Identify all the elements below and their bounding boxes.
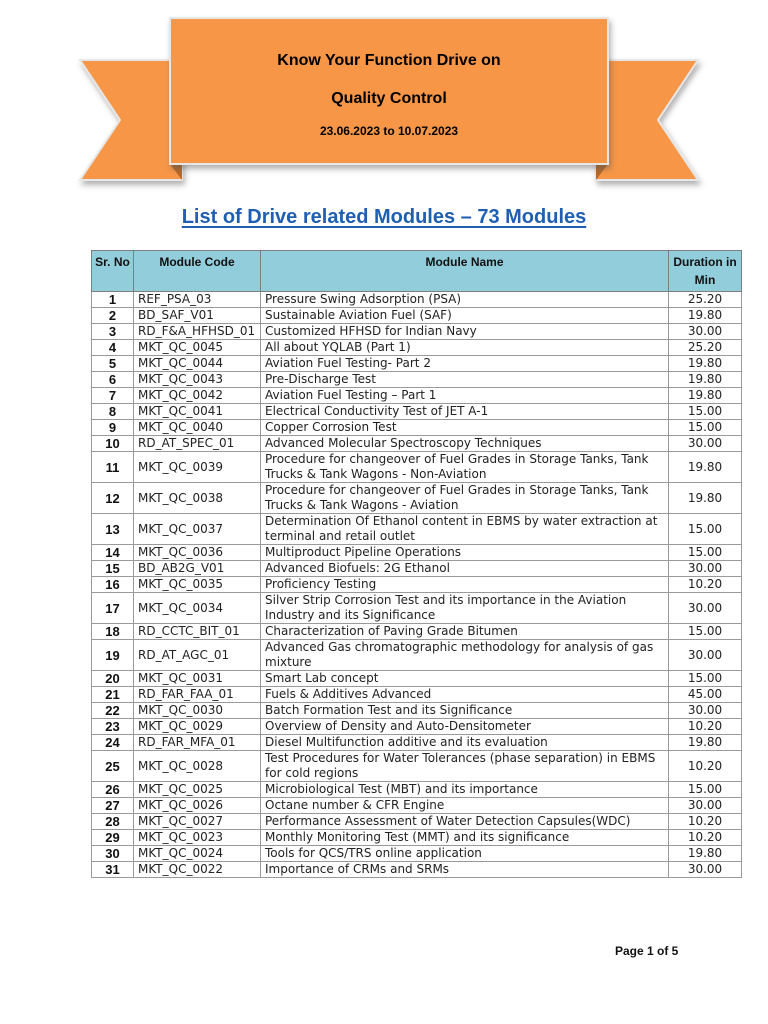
- table-row: [92, 324, 742, 340]
- cell-duration: 10.20: [669, 751, 742, 782]
- table-row: [92, 388, 742, 404]
- cell-sr-no: 1: [92, 292, 134, 308]
- cell-module-name: Octane number & CFR Engine: [261, 798, 669, 814]
- cell-module-name: Aviation Fuel Testing – Part 1: [261, 388, 669, 404]
- cell-sr-no: 10: [92, 436, 134, 452]
- table-row: [92, 862, 742, 878]
- modules-table: [91, 250, 742, 878]
- table-row: [92, 436, 742, 452]
- table-row: [92, 671, 742, 687]
- table-row: [92, 687, 742, 703]
- cell-sr-no: 20: [92, 671, 134, 687]
- table-row: [92, 782, 742, 798]
- cell-duration: 30.00: [669, 324, 742, 340]
- cell-module-name: Procedure for changeover of Fuel Grades in Storage Tanks, Tank Trucks & Tank Wagons - Aviation: [261, 483, 669, 514]
- cell-sr-no: 8: [92, 404, 134, 420]
- cell-module-code: MKT_QC_0044: [134, 356, 261, 372]
- banner-title-line2: Quality Control: [331, 90, 447, 107]
- cell-sr-no: 19: [92, 640, 134, 671]
- table-row: [92, 798, 742, 814]
- page-heading: [0, 206, 768, 229]
- table-row: [92, 452, 742, 483]
- cell-duration: 30.00: [669, 862, 742, 878]
- title-banner: [72, 14, 706, 196]
- cell-module-code: MKT_QC_0029: [134, 719, 261, 735]
- cell-module-code: MKT_QC_0045: [134, 340, 261, 356]
- cell-duration: 30.00: [669, 593, 742, 624]
- header-module-name: Module Name: [261, 251, 669, 292]
- table-header-row: [92, 251, 742, 292]
- table-row: [92, 624, 742, 640]
- cell-duration: 15.00: [669, 404, 742, 420]
- cell-module-code: MKT_QC_0024: [134, 846, 261, 862]
- cell-duration: 10.20: [669, 577, 742, 593]
- cell-sr-no: 4: [92, 340, 134, 356]
- banner-title-line1: Know Your Function Drive on: [277, 52, 501, 69]
- header-module-code: Module Code: [134, 251, 261, 292]
- cell-duration: 19.80: [669, 308, 742, 324]
- cell-module-name: Procedure for changeover of Fuel Grades in Storage Tanks, Tank Trucks & Tank Wagons - Non-Aviation: [261, 452, 669, 483]
- table-row: [92, 340, 742, 356]
- cell-duration: 10.20: [669, 814, 742, 830]
- cell-sr-no: 9: [92, 420, 134, 436]
- cell-sr-no: 2: [92, 308, 134, 324]
- table-row: [92, 735, 742, 751]
- cell-module-name: Proficiency Testing: [261, 577, 669, 593]
- cell-sr-no: 24: [92, 735, 134, 751]
- cell-sr-no: 14: [92, 545, 134, 561]
- cell-module-name: Performance Assessment of Water Detection Capsules(WDC): [261, 814, 669, 830]
- table-row: [92, 846, 742, 862]
- cell-module-name: Multiproduct Pipeline Operations: [261, 545, 669, 561]
- cell-module-code: MKT_QC_0035: [134, 577, 261, 593]
- cell-module-name: Tools for QCS/TRS online application: [261, 846, 669, 862]
- cell-sr-no: 27: [92, 798, 134, 814]
- cell-duration: 15.00: [669, 420, 742, 436]
- cell-module-code: MKT_QC_0036: [134, 545, 261, 561]
- cell-sr-no: 7: [92, 388, 134, 404]
- cell-sr-no: 15: [92, 561, 134, 577]
- cell-module-code: MKT_QC_0040: [134, 420, 261, 436]
- cell-duration: 19.80: [669, 356, 742, 372]
- cell-duration: 25.20: [669, 292, 742, 308]
- cell-sr-no: 21: [92, 687, 134, 703]
- table-row: [92, 719, 742, 735]
- cell-duration: 19.80: [669, 846, 742, 862]
- table-row: [92, 292, 742, 308]
- cell-sr-no: 6: [92, 372, 134, 388]
- table-row: [92, 593, 742, 624]
- cell-module-name: Customized HFHSD for Indian Navy: [261, 324, 669, 340]
- cell-duration: 15.00: [669, 545, 742, 561]
- cell-module-code: MKT_QC_0034: [134, 593, 261, 624]
- cell-module-name: Copper Corrosion Test: [261, 420, 669, 436]
- table-row: [92, 561, 742, 577]
- cell-sr-no: 13: [92, 514, 134, 545]
- cell-duration: 30.00: [669, 703, 742, 719]
- cell-duration: 10.20: [669, 719, 742, 735]
- table-row: [92, 577, 742, 593]
- cell-module-code: BD_AB2G_V01: [134, 561, 261, 577]
- cell-module-name: Monthly Monitoring Test (MMT) and its significance: [261, 830, 669, 846]
- cell-module-code: MKT_QC_0028: [134, 751, 261, 782]
- cell-duration: 30.00: [669, 798, 742, 814]
- cell-module-code: MKT_QC_0037: [134, 514, 261, 545]
- cell-duration: 10.20: [669, 830, 742, 846]
- cell-module-name: All about YQLAB (Part 1): [261, 340, 669, 356]
- cell-sr-no: 16: [92, 577, 134, 593]
- cell-module-name: Aviation Fuel Testing- Part 2: [261, 356, 669, 372]
- table-row: [92, 751, 742, 782]
- cell-module-name: Smart Lab concept: [261, 671, 669, 687]
- cell-module-name: Advanced Gas chromatographic methodology for analysis of gas mixture: [261, 640, 669, 671]
- header-duration: Duration in Min: [669, 251, 742, 292]
- cell-module-code: MKT_QC_0025: [134, 782, 261, 798]
- cell-module-code: RD_F&A_HFHSD_01: [134, 324, 261, 340]
- table-row: [92, 814, 742, 830]
- cell-module-name: Pressure Swing Adsorption (PSA): [261, 292, 669, 308]
- table-body: [92, 292, 742, 878]
- cell-module-code: MKT_QC_0031: [134, 671, 261, 687]
- cell-module-code: MKT_QC_0043: [134, 372, 261, 388]
- cell-duration: 45.00: [669, 687, 742, 703]
- cell-module-name: Advanced Biofuels: 2G Ethanol: [261, 561, 669, 577]
- cell-sr-no: 22: [92, 703, 134, 719]
- cell-sr-no: 30: [92, 846, 134, 862]
- cell-module-code: REF_PSA_03: [134, 292, 261, 308]
- cell-sr-no: 23: [92, 719, 134, 735]
- cell-duration: 19.80: [669, 735, 742, 751]
- cell-sr-no: 12: [92, 483, 134, 514]
- cell-module-name: Microbiological Test (MBT) and its importance: [261, 782, 669, 798]
- cell-module-code: RD_CCTC_BIT_01: [134, 624, 261, 640]
- cell-module-code: MKT_QC_0022: [134, 862, 261, 878]
- cell-module-name: Test Procedures for Water Tolerances (phase separation) in EBMS for cold regions: [261, 751, 669, 782]
- cell-module-name: Overview of Density and Auto-Densitometer: [261, 719, 669, 735]
- cell-module-code: MKT_QC_0027: [134, 814, 261, 830]
- cell-module-code: RD_AT_SPEC_01: [134, 436, 261, 452]
- cell-module-code: MKT_QC_0041: [134, 404, 261, 420]
- cell-duration: 15.00: [669, 624, 742, 640]
- table-row: [92, 703, 742, 719]
- cell-sr-no: 26: [92, 782, 134, 798]
- cell-module-code: RD_FAR_FAA_01: [134, 687, 261, 703]
- table-row: [92, 356, 742, 372]
- cell-sr-no: 5: [92, 356, 134, 372]
- table-row: [92, 640, 742, 671]
- page-number: Page 1 of 5: [615, 944, 679, 958]
- cell-duration: 30.00: [669, 436, 742, 452]
- cell-module-code: MKT_QC_0042: [134, 388, 261, 404]
- table-row: [92, 308, 742, 324]
- cell-module-name: Characterization of Paving Grade Bitumen: [261, 624, 669, 640]
- cell-module-name: Sustainable Aviation Fuel (SAF): [261, 308, 669, 324]
- cell-sr-no: 3: [92, 324, 134, 340]
- cell-module-name: Pre-Discharge Test: [261, 372, 669, 388]
- cell-module-name: Advanced Molecular Spectroscopy Techniques: [261, 436, 669, 452]
- cell-module-code: BD_SAF_V01: [134, 308, 261, 324]
- cell-duration: 19.80: [669, 483, 742, 514]
- cell-module-name: Importance of CRMs and SRMs: [261, 862, 669, 878]
- header-sr-no: Sr. No: [92, 251, 134, 292]
- cell-module-code: MKT_QC_0039: [134, 452, 261, 483]
- cell-module-code: RD_AT_AGC_01: [134, 640, 261, 671]
- cell-module-code: MKT_QC_0030: [134, 703, 261, 719]
- cell-module-code: MKT_QC_0023: [134, 830, 261, 846]
- table-row: [92, 420, 742, 436]
- cell-module-code: MKT_QC_0026: [134, 798, 261, 814]
- table-row: [92, 830, 742, 846]
- cell-duration: 15.00: [669, 671, 742, 687]
- cell-sr-no: 11: [92, 452, 134, 483]
- cell-module-code: RD_FAR_MFA_01: [134, 735, 261, 751]
- table-row: [92, 514, 742, 545]
- table-row: [92, 483, 742, 514]
- cell-duration: 19.80: [669, 372, 742, 388]
- cell-duration: 15.00: [669, 782, 742, 798]
- cell-sr-no: 18: [92, 624, 134, 640]
- cell-duration: 19.80: [669, 388, 742, 404]
- cell-sr-no: 25: [92, 751, 134, 782]
- cell-module-name: Fuels & Additives Advanced: [261, 687, 669, 703]
- table-row: [92, 545, 742, 561]
- cell-module-name: Diesel Multifunction additive and its evaluation: [261, 735, 669, 751]
- cell-duration: 15.00: [669, 514, 742, 545]
- cell-module-name: Electrical Conductivity Test of JET A-1: [261, 404, 669, 420]
- cell-sr-no: 17: [92, 593, 134, 624]
- cell-duration: 30.00: [669, 640, 742, 671]
- cell-duration: 25.20: [669, 340, 742, 356]
- cell-sr-no: 28: [92, 814, 134, 830]
- banner-dates: 23.06.2023 to 10.07.2023: [319, 124, 459, 138]
- cell-sr-no: 29: [92, 830, 134, 846]
- table-row: [92, 404, 742, 420]
- cell-module-name: Determination Of Ethanol content in EBMS by water extraction at terminal and retail outlet: [261, 514, 669, 545]
- cell-module-name: Batch Formation Test and its Significance: [261, 703, 669, 719]
- cell-module-code: MKT_QC_0038: [134, 483, 261, 514]
- cell-sr-no: 31: [92, 862, 134, 878]
- table-row: [92, 372, 742, 388]
- page-heading-text: List of Drive related Modules – 73 Modules: [181, 206, 587, 228]
- cell-module-name: Silver Strip Corrosion Test and its importance in the Aviation Industry and its Significance: [261, 593, 669, 624]
- cell-duration: 30.00: [669, 561, 742, 577]
- cell-duration: 19.80: [669, 452, 742, 483]
